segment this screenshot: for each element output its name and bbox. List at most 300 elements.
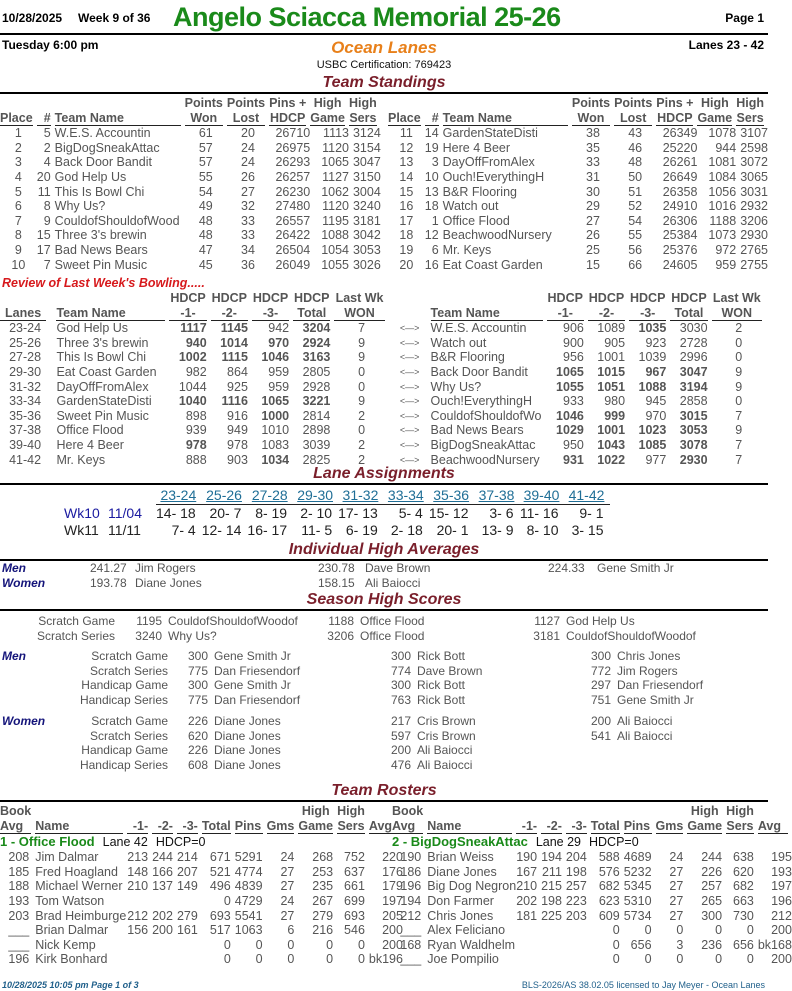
high-game: 1073 — [708, 228, 737, 243]
lanes: 25-26 — [9, 335, 42, 350]
footer-timestamp: 10/28/2025 10:05 pm Page 1 of 3 — [2, 980, 139, 990]
standings-right — [388, 96, 768, 272]
roster-header — [392, 804, 792, 834]
team-pair: 6- 19 — [345, 521, 378, 538]
roster-team-row — [392, 834, 792, 850]
average: 197 — [771, 879, 792, 894]
col-b-g1-label: -1- — [547, 306, 584, 322]
review-row[interactable] — [0, 350, 766, 365]
player-name: Diane Jones — [427, 864, 497, 879]
roster-player-row[interactable] — [0, 909, 403, 924]
games: 24 — [669, 850, 684, 865]
pins-hdcp: 26358 — [662, 184, 698, 199]
game-g1: 898 — [185, 408, 207, 423]
team-pair: 16- 17 — [247, 521, 288, 538]
average-value: 241.27 — [90, 561, 127, 575]
team-number: 4 — [43, 155, 51, 170]
col-total-label: Total — [201, 818, 231, 833]
high-series: 0 — [357, 937, 365, 952]
game-total: 3039 — [302, 437, 331, 452]
total: 0 — [612, 923, 620, 938]
lane-pair-header: 33-34 — [387, 487, 424, 504]
game-3: 204 — [565, 850, 587, 865]
roster-player-row[interactable] — [0, 938, 403, 953]
score-value: 1127 — [534, 614, 560, 628]
team-pair: 11- 5 — [301, 521, 333, 538]
review-row[interactable] — [0, 365, 766, 380]
high-series: 0 — [746, 952, 754, 967]
game-g3: 1010 — [261, 423, 290, 438]
roster-player-row[interactable] — [0, 850, 403, 865]
high-series: 620 — [733, 864, 754, 879]
col-g3-label: -3- — [566, 819, 587, 835]
standings-row[interactable] — [0, 141, 381, 156]
standings-row[interactable] — [388, 243, 768, 258]
day-time: Tuesday 6:00 pm — [2, 38, 99, 52]
game-2: 198 — [541, 893, 562, 908]
standings-row[interactable] — [388, 155, 768, 170]
col-a-total-top: HDCP — [294, 291, 330, 305]
roster-player-row[interactable] — [0, 879, 403, 894]
standings-row[interactable] — [0, 199, 381, 214]
col-b-g3-top: HDCP — [630, 291, 666, 305]
score-value: 226 — [187, 714, 208, 728]
roster-player-row[interactable] — [392, 909, 792, 924]
average: 193 — [771, 864, 792, 879]
standings-row[interactable] — [0, 185, 381, 200]
week-label: Wk11 — [64, 521, 99, 538]
game-g2: 1014 — [220, 335, 248, 350]
score-value: 541 — [590, 728, 611, 743]
points-lost: 54 — [628, 213, 643, 228]
game-g1: 939 — [185, 423, 207, 438]
game-1: 210 — [127, 879, 149, 894]
standings-row[interactable] — [388, 141, 768, 156]
game-g2: 978 — [227, 437, 248, 452]
score-holder[interactable]: CouldofShouldofWoodof — [566, 629, 696, 643]
last-week-won: 0 — [358, 364, 366, 379]
col-gms — [267, 804, 299, 834]
col-b-won-top: Last Wk — [712, 291, 761, 305]
average-value: 224.33 — [548, 561, 585, 575]
team-name: BigDogSneakAttac — [54, 140, 160, 155]
last-week-won: 2 — [358, 437, 366, 452]
col-points-lost-label: Lost — [614, 111, 652, 127]
total: 521 — [209, 864, 231, 879]
team-name[interactable]: 1 - Office Flood — [0, 833, 95, 849]
high-series: 3042 — [352, 228, 381, 243]
team-number: 20 — [36, 169, 51, 184]
last-week-won: 2 — [358, 452, 366, 467]
roster-player-row[interactable] — [392, 879, 792, 894]
lanes-rule — [0, 483, 768, 485]
col-pins-hdcp — [269, 96, 310, 126]
score-holder[interactable]: Rick Bott — [417, 678, 466, 693]
total: 0 — [223, 952, 231, 967]
game-3: 257 — [565, 879, 587, 894]
pins-hdcp: 26975 — [275, 140, 311, 155]
score-value: 763 — [390, 692, 411, 707]
game-total: 2996 — [679, 350, 708, 365]
score-value: 3181 — [533, 629, 560, 643]
player-name: Tom Watson — [35, 893, 105, 908]
team-number: 19 — [424, 140, 439, 155]
standings-row[interactable] — [388, 185, 768, 200]
col-pins-hdcp-top: Pins + — [656, 96, 694, 110]
match-arrow: <—> — [399, 454, 420, 465]
game-g3: 1085 — [638, 437, 667, 452]
roster-player-row[interactable] — [0, 952, 403, 967]
total: 517 — [209, 923, 231, 938]
col-b-g3-label: -3- — [629, 306, 666, 322]
book-average: 194 — [400, 893, 422, 908]
col-a-g2 — [211, 291, 252, 321]
game-g3: 959 — [268, 379, 290, 394]
bowler-name[interactable]: Gene Smith Jr — [597, 561, 674, 575]
standings-row[interactable] — [0, 126, 381, 141]
high-series: 752 — [344, 850, 365, 865]
standings-header — [388, 96, 768, 126]
points-won: 29 — [586, 199, 600, 214]
average-value: 158.15 — [318, 576, 355, 590]
score-holder[interactable]: Ali Baiocci — [617, 728, 673, 743]
game-total: 3204 — [302, 321, 331, 336]
review-row[interactable] — [0, 409, 766, 424]
pins-hdcp: 26257 — [275, 169, 311, 184]
team-name: W.E.S. Accountin — [430, 321, 527, 336]
high-game: 236 — [701, 937, 723, 952]
col-g1 — [516, 804, 541, 834]
standings-row[interactable] — [388, 228, 768, 243]
match-arrow: <—> — [399, 410, 420, 421]
roster-player-row[interactable] — [392, 923, 792, 938]
col-high-series — [337, 804, 369, 834]
score-holder[interactable]: Chris Jones — [617, 649, 681, 663]
game-g3: 1046 — [261, 350, 290, 365]
player-name: Joe Pompilio — [427, 952, 499, 967]
category-label: Scratch Series — [89, 728, 168, 743]
review-title: Review of Last Week's Bowling..... — [2, 276, 205, 290]
score-holder[interactable]: Rick Bott — [417, 649, 466, 663]
score-holder[interactable]: Gene Smith Jr — [214, 649, 291, 663]
high-series: 3107 — [740, 126, 768, 141]
high-series: 0 — [746, 923, 754, 938]
game-total: 3163 — [302, 350, 331, 365]
average: 205 — [382, 908, 403, 923]
game-3 — [177, 938, 202, 953]
standings-left — [0, 96, 381, 272]
report-date: 10/28/2025 — [2, 11, 63, 25]
standings-row[interactable] — [0, 170, 381, 185]
average: 220 — [382, 850, 403, 865]
place: 18 — [399, 228, 414, 243]
col-high-game — [697, 96, 736, 126]
col-points-lost — [614, 96, 656, 126]
lanes: 23-24 — [9, 321, 42, 336]
col-place-label: Place — [388, 110, 421, 125]
col-num-label: # — [425, 111, 439, 127]
total: 0 — [223, 937, 231, 952]
team-name: Three 3's brewin — [56, 335, 149, 350]
team-number: 14 — [424, 126, 439, 141]
pins: 4689 — [623, 850, 652, 865]
score-holder[interactable]: Rick Bott — [417, 692, 466, 707]
team-name: Why Us? — [54, 199, 106, 214]
roster-player-row[interactable] — [0, 894, 403, 909]
col-high-series-label: Sers — [349, 110, 377, 125]
col-team — [55, 96, 185, 126]
game-2 — [152, 952, 177, 967]
lane-pair-header: 25-26 — [206, 487, 242, 504]
team-name[interactable]: 2 - BigDogSneakAttac — [392, 833, 528, 849]
points-lost: 48 — [628, 155, 643, 170]
last-week-won: 0 — [358, 423, 366, 438]
book-average: ___ — [8, 937, 30, 952]
place: 2 — [14, 140, 22, 155]
pins-hdcp: 24605 — [662, 257, 698, 272]
high-series: 3026 — [352, 257, 381, 272]
col-high-game-top: High — [690, 804, 719, 818]
group-label: Men — [2, 561, 26, 575]
score-holder[interactable]: Office Flood — [360, 614, 425, 628]
game-g2: 1089 — [597, 321, 626, 336]
col-g3 — [566, 804, 591, 834]
roster-header — [0, 804, 403, 834]
roster-player-row[interactable] — [392, 952, 792, 967]
last-week-won: 7 — [735, 437, 743, 452]
standings-row[interactable] — [0, 258, 381, 273]
col-name — [427, 804, 516, 834]
game-1: 213 — [127, 850, 149, 865]
place: 5 — [14, 184, 22, 199]
average: bk168 — [757, 937, 792, 952]
score-holder[interactable]: Diane Jones — [214, 728, 281, 743]
col-points-lost-top: Points — [614, 96, 653, 110]
game-g2: 1116 — [221, 394, 248, 409]
bowler-name[interactable]: Ali Baiocci — [365, 576, 421, 590]
standings-table — [388, 96, 768, 272]
bowler-name[interactable]: Dave Brown — [365, 561, 431, 575]
lane-pair-header: 31-32 — [342, 487, 379, 504]
score-holder[interactable]: Why Us? — [168, 629, 217, 643]
score-holder[interactable]: God Help Us — [566, 614, 635, 628]
game-1: 210 — [516, 879, 538, 894]
score-holder[interactable]: Ali Baiocci — [417, 757, 473, 772]
score-value: 620 — [187, 728, 208, 743]
game-total: 2814 — [302, 408, 331, 423]
score-value: 608 — [187, 757, 208, 772]
points-won: 25 — [586, 242, 600, 257]
team-name: BeachwoodNursery — [442, 228, 552, 243]
last-week-won: 9 — [358, 350, 366, 365]
col-total — [591, 804, 624, 834]
col-high-series-label: Sers — [736, 110, 764, 125]
col-gms-label: Gms — [655, 818, 684, 833]
match-arrow: <—> — [399, 352, 420, 363]
review-row[interactable] — [0, 438, 766, 453]
score-holder[interactable]: Ali Baiocci — [617, 714, 673, 728]
col-pins — [624, 804, 656, 834]
review-row[interactable] — [0, 380, 766, 395]
high-series: 693 — [344, 908, 365, 923]
games: 27 — [669, 879, 684, 894]
game-2: 244 — [152, 850, 173, 865]
review-header — [0, 291, 766, 321]
team-name: God Help Us — [56, 321, 129, 336]
score-holder[interactable]: Diane Jones — [214, 757, 281, 772]
game-2: 194 — [541, 850, 562, 865]
game-3: 198 — [565, 864, 587, 879]
score-holder[interactable]: Ali Baiocci — [417, 743, 473, 758]
score-holder[interactable]: Gene Smith Jr — [214, 678, 291, 693]
place: 12 — [399, 140, 414, 155]
total: 0 — [223, 893, 231, 908]
high-game: 1127 — [322, 169, 349, 184]
game-g3: 1088 — [638, 379, 667, 394]
player-name: Fred Hoagland — [35, 864, 118, 879]
last-week-won: 0 — [735, 335, 743, 350]
games: 24 — [280, 893, 295, 908]
team-name: Back Door Bandit — [54, 155, 152, 170]
roster-player-row[interactable] — [0, 865, 403, 880]
game-2 — [541, 923, 566, 938]
col-b-g2-label: -2- — [588, 306, 625, 322]
review-row[interactable] — [0, 423, 766, 438]
lanes: 33-34 — [9, 394, 42, 409]
score-holder[interactable]: Dan Friesendorf — [214, 692, 301, 707]
standings-row[interactable] — [388, 170, 768, 185]
game-1 — [516, 938, 541, 953]
high-game: 257 — [701, 879, 723, 894]
game-g2: 1051 — [597, 379, 626, 394]
game-2: 215 — [541, 879, 562, 894]
standings-row[interactable] — [0, 155, 381, 170]
roster-player-row[interactable] — [392, 938, 792, 953]
team-pair: 11- 16 — [520, 504, 565, 521]
bowler-name[interactable]: Jim Rogers — [135, 561, 196, 575]
high-game: 0 — [715, 952, 723, 967]
col-a-g2-top: HDCP — [211, 291, 247, 305]
roster-player-row[interactable] — [392, 850, 792, 865]
score-holder[interactable]: Dave Brown — [417, 663, 483, 678]
score-holder[interactable]: Gene Smith Jr — [617, 692, 694, 707]
score-holder[interactable]: Cris Brown — [417, 728, 476, 743]
game-2 — [541, 952, 566, 967]
col-team-label: Team Name — [443, 111, 568, 127]
col-high-game-top: High — [313, 96, 342, 110]
score-value: 217 — [390, 714, 411, 728]
high-series: 3072 — [740, 155, 768, 170]
standings-header — [0, 96, 381, 126]
team-name: Bad News Bears — [430, 423, 524, 438]
category-label: Scratch Game — [38, 614, 115, 628]
section-title-lanes: Lane Assignments — [313, 465, 455, 482]
standings-row[interactable] — [0, 228, 381, 243]
standings-row[interactable] — [388, 214, 768, 229]
place: 15 — [399, 184, 414, 199]
col-a-g3 — [252, 291, 293, 321]
total: 623 — [598, 893, 620, 908]
score-value: 200 — [390, 743, 411, 758]
game-g1: 933 — [563, 394, 584, 409]
game-g3: 1000 — [261, 408, 290, 423]
high-game: 1120 — [322, 140, 349, 155]
team-number: 10 — [424, 169, 439, 184]
roster-player-row[interactable] — [392, 865, 792, 880]
score-holder[interactable]: Dan Friesendorf — [214, 663, 301, 678]
review-row[interactable] — [0, 321, 766, 336]
col-high-game-top: High — [700, 96, 729, 110]
score-holder[interactable]: Office Flood — [360, 629, 425, 643]
standings-row[interactable] — [388, 199, 768, 214]
game-total: 3078 — [679, 437, 708, 452]
review-row[interactable] — [0, 336, 766, 351]
score-holder[interactable]: Jim Rogers — [617, 663, 678, 678]
team-pair: 13- 9 — [481, 521, 514, 538]
lane-assignments-table — [64, 487, 610, 538]
game-1: 190 — [516, 850, 538, 865]
average: 200 — [382, 923, 403, 938]
col-b-won-label: WON — [712, 306, 762, 322]
team-name: GardenStateDisti — [442, 126, 538, 141]
standings-row[interactable] — [0, 243, 381, 258]
score-holder[interactable]: Dan Friesendorf — [617, 678, 704, 693]
game-g3: 1034 — [261, 452, 290, 467]
roster-player-row[interactable] — [392, 894, 792, 909]
col-name-label: Name — [427, 819, 512, 835]
game-g2: 1015 — [597, 364, 626, 379]
points-lost: 20 — [241, 126, 255, 141]
points-won: 30 — [586, 184, 600, 199]
standings-row[interactable] — [388, 126, 768, 141]
high-series: 730 — [733, 908, 754, 923]
points-won: 31 — [586, 169, 600, 184]
games: 27 — [669, 908, 684, 923]
team-name: Sweet Pin Music — [54, 257, 148, 272]
roster-player-row[interactable] — [0, 923, 403, 938]
col-high-series-top: High — [349, 96, 377, 110]
col-high-series — [726, 804, 758, 834]
average: 197 — [382, 893, 403, 908]
col-points-lost-label: Lost — [227, 111, 265, 127]
high-game: 1195 — [322, 213, 349, 228]
bowler-name[interactable]: Diane Jones — [135, 576, 202, 590]
points-lost: 33 — [241, 213, 255, 228]
match-arrow: <—> — [399, 396, 420, 407]
average: 212 — [771, 908, 792, 923]
high-game: 216 — [312, 923, 334, 938]
total: 496 — [209, 879, 231, 894]
points-won: 54 — [198, 184, 213, 199]
col-book-avg-label: Avg — [392, 819, 423, 835]
category-label: Scratch Game — [91, 649, 168, 663]
col-a-g2-label: -2- — [211, 306, 248, 322]
score-holder[interactable]: Diane Jones — [214, 743, 281, 758]
high-series: 3206 — [740, 213, 768, 228]
score-value: 775 — [187, 692, 208, 707]
score-holder[interactable]: Diane Jones — [214, 714, 281, 728]
review-row[interactable] — [0, 394, 766, 409]
score-holder[interactable]: Cris Brown — [417, 714, 476, 728]
col-avg — [758, 804, 792, 834]
standings-row[interactable] — [388, 258, 768, 273]
place: 3 — [14, 155, 22, 170]
player-name: Alex Feliciano — [427, 923, 506, 938]
standings-row[interactable] — [0, 214, 381, 229]
col-b-total-top: HDCP — [671, 291, 707, 305]
score-holder[interactable]: CouldofShouldofWoodof — [168, 614, 298, 628]
lanes: 39-40 — [9, 437, 42, 452]
